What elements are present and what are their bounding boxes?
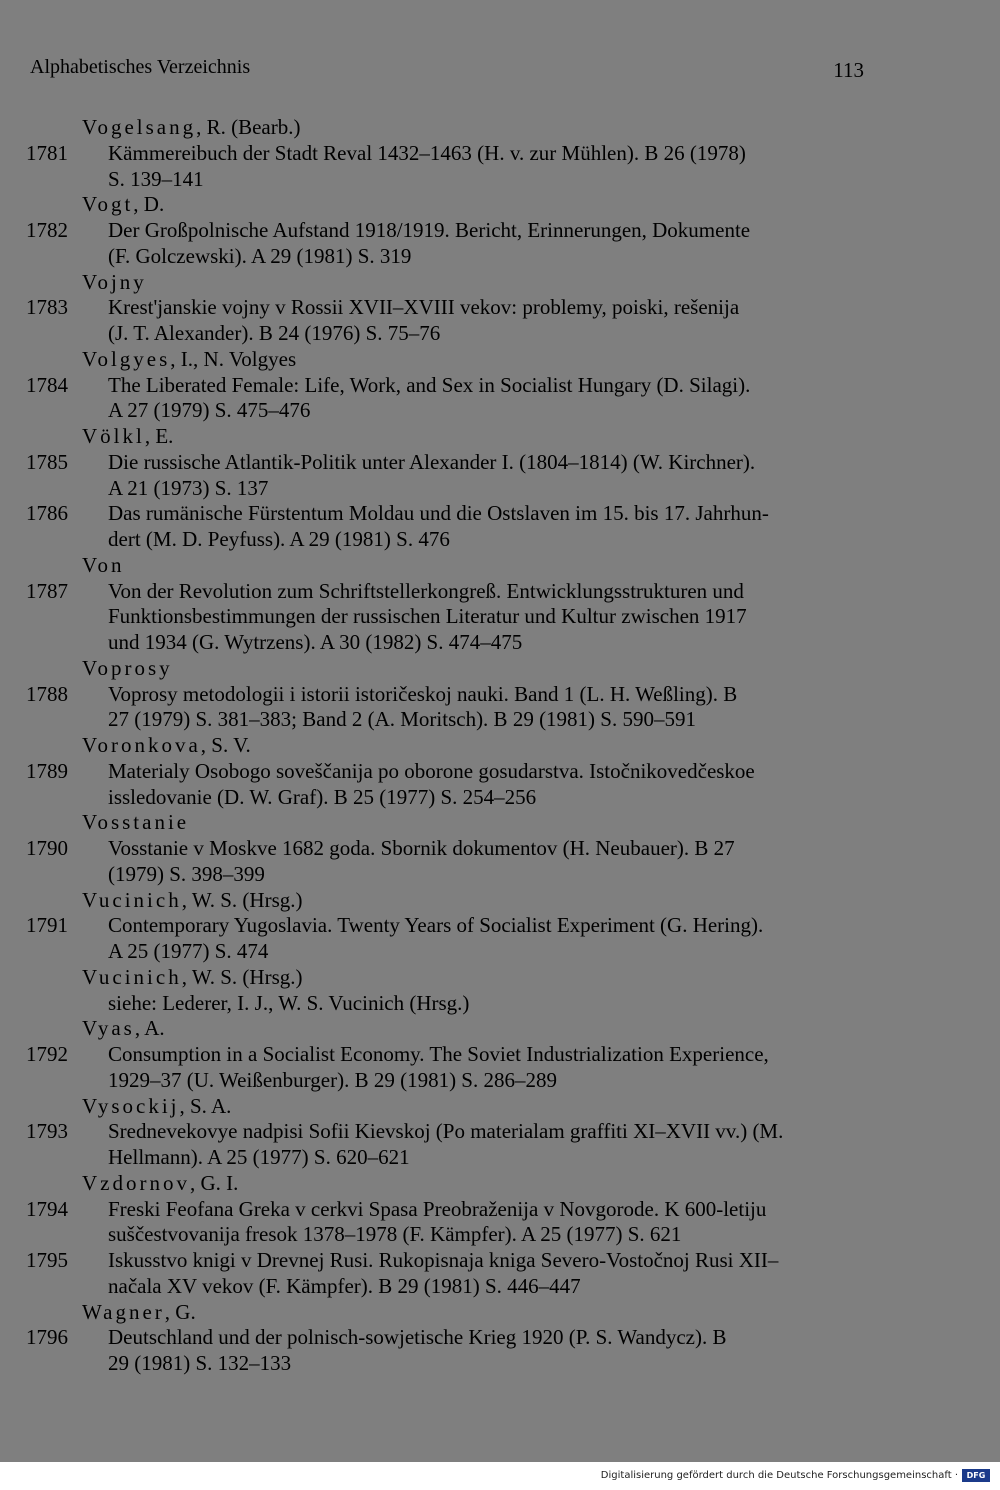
author-heading xyxy=(0,424,880,450)
entry-line: S. 139–141 xyxy=(108,166,204,191)
index-entry xyxy=(0,218,880,270)
index-entry xyxy=(0,373,880,425)
entry-line: Krest'janskie vojny v Rossii XVII–XVIII vekov: problemy, poiski, rešenija xyxy=(108,295,740,320)
footer-bar xyxy=(0,1462,1000,1490)
author-name: Volgyes xyxy=(82,346,171,371)
entry-line: Deutschland und der polnisch-sowjetische Krieg 1920 (P. S. Wandycz). B xyxy=(108,1325,727,1350)
author-name: Vosstanie xyxy=(82,810,190,835)
author-separator: , xyxy=(164,1299,176,1324)
entry-number: 1788 xyxy=(26,681,68,706)
author-name: Völkl xyxy=(82,424,145,448)
author-given-name: G. xyxy=(175,1299,196,1324)
funding-note: Digitalisierung gefördert durch die Deutsche Forschungsgemeinschaft · xyxy=(600,1470,958,1481)
index-entry xyxy=(0,836,880,888)
author-separator: , xyxy=(170,346,181,371)
entry-line: The Liberated Female: Life, Work, and Sex in Socialist Hungary (D. Silagi). xyxy=(108,372,751,397)
entry-line: siehe: Lederer, I. J., W. S. Vucinich (Hrsg.) xyxy=(108,990,470,1015)
author-heading xyxy=(0,192,880,218)
index-entry xyxy=(0,141,880,193)
author-separator: , xyxy=(181,964,192,989)
index-entry xyxy=(0,991,880,1017)
running-head: Alphabetisches Verzeichnis xyxy=(30,56,251,78)
author-heading xyxy=(0,733,880,759)
index-entry xyxy=(0,450,880,502)
author-given-name: S. A. xyxy=(190,1093,232,1118)
index-entry xyxy=(0,1248,880,1300)
author-name: Vucinich xyxy=(82,964,182,989)
index-entry xyxy=(0,501,880,553)
entry-line: Voprosy metodologii i istorii istoričeskoj nauki. Band 1 (L. H. Weßling). B xyxy=(108,681,738,706)
index-entry xyxy=(0,1325,880,1377)
author-name: Wagner xyxy=(82,1299,165,1324)
index-entry xyxy=(0,759,880,811)
author-name: Vogt xyxy=(82,192,134,217)
author-separator: , xyxy=(181,887,192,912)
entry-line: Funktionsbestimmungen der russischen Literatur und Kultur zwischen 1917 xyxy=(108,604,747,629)
index-entry xyxy=(0,1197,880,1249)
entry-number: 1791 xyxy=(26,913,68,938)
author-separator: , xyxy=(133,192,144,217)
entry-line: dert (M. D. Peyfuss). A 29 (1981) S. 476 xyxy=(108,527,450,551)
entry-number: 1787 xyxy=(26,578,68,603)
author-name: Voprosy xyxy=(82,655,173,680)
author-heading xyxy=(0,810,880,836)
index-entry xyxy=(0,913,880,965)
author-name: Vzdornov xyxy=(82,1170,190,1195)
author-separator: , xyxy=(134,1016,145,1041)
author-given-name: W. S. (Hrsg.) xyxy=(191,964,303,989)
index-entry xyxy=(0,1042,880,1094)
page-number: 113 xyxy=(833,58,864,82)
page-header xyxy=(30,56,864,84)
entry-line: 29 (1981) S. 132–133 xyxy=(108,1351,292,1375)
entry-number: 1790 xyxy=(26,836,68,860)
author-name: Vysockij xyxy=(82,1093,180,1118)
author-name: Vojny xyxy=(82,269,147,294)
entry-line: Freski Feofana Greka v cerkvi Spasa Preobraženija v Novgorode. K 600-letiju xyxy=(108,1196,767,1221)
entry-line: Consumption in a Socialist Economy. The Soviet Industrialization Experience, xyxy=(108,1042,769,1066)
entry-number: 1783 xyxy=(26,295,68,320)
entry-number: 1792 xyxy=(26,1042,68,1066)
entry-line: Hellmann). A 25 (1977) S. 620–621 xyxy=(108,1145,410,1169)
entry-line: Das rumänische Fürstentum Moldau und die Ostslaven im 15. bis 17. Jahrhun- xyxy=(108,501,769,526)
author-heading xyxy=(0,888,880,914)
author-given-name: A. xyxy=(144,1016,165,1041)
dfg-logo: DFG xyxy=(962,1469,990,1482)
entry-line: und 1934 (G. Wytrzens). A 30 (1982) S. 474–475 xyxy=(108,630,523,654)
entry-line: A 25 (1977) S. 474 xyxy=(108,939,269,963)
entry-line: Kämmereibuch der Stadt Reval 1432–1463 (H. v. zur Mühlen). B 26 (1978) xyxy=(108,140,746,165)
entry-line: 27 (1979) S. 381–383; Band 2 (A. Moritsch). B 29 (1981) S. 590–591 xyxy=(108,707,696,732)
entry-number: 1789 xyxy=(26,758,68,783)
entry-line: Vosstanie v Moskve 1682 goda. Sbornik dokumentov (H. Neubauer). B 27 xyxy=(108,836,735,860)
author-name: Vucinich xyxy=(82,887,182,912)
entry-line: (J. T. Alexander). B 24 (1976) S. 75–76 xyxy=(108,321,441,345)
author-name: Voronkova xyxy=(82,733,201,757)
entry-number: 1794 xyxy=(26,1196,68,1221)
author-name: Vogelsang xyxy=(82,115,197,139)
author-heading xyxy=(0,1171,880,1197)
entry-line: Der Großpolnische Aufstand 1918/1919. Bericht, Erinnerungen, Dokumente xyxy=(108,218,751,242)
entry-line: Von der Revolution zum Schriftstellerkongreß. Entwicklungsstrukturen und xyxy=(108,578,744,603)
entry-line: Die russische Atlantik-Politik unter Alexander I. (1804–1814) (W. Kirchner). xyxy=(108,449,756,474)
author-given-name: E. xyxy=(155,424,174,448)
author-separator: , xyxy=(189,1170,201,1195)
index-entry xyxy=(0,1119,880,1171)
entry-line: suščestvovanija fresok 1378–1978 (F. Kämpfer). A 25 (1977) S. 621 xyxy=(108,1222,682,1247)
author-heading xyxy=(0,1016,880,1042)
author-heading xyxy=(0,1094,880,1120)
entry-number: 1781 xyxy=(26,140,68,165)
index-entry xyxy=(0,295,880,347)
entry-line: načala XV vekov (F. Kämpfer). B 29 (1981) S. 446–447 xyxy=(108,1273,581,1298)
author-separator: , xyxy=(179,1093,190,1118)
entry-line: 1929–37 (U. Weißenburger). B 29 (1981) S. 286–289 xyxy=(108,1067,557,1092)
author-given-name: I., N. Volgyes xyxy=(180,346,297,371)
author-given-name: G. I. xyxy=(200,1170,239,1195)
entry-number: 1786 xyxy=(26,501,68,526)
entry-line: Contemporary Yugoslavia. Twenty Years of Socialist Experiment (G. Hering). xyxy=(108,913,764,938)
entry-number: 1785 xyxy=(26,449,68,474)
index-entry xyxy=(0,682,880,734)
author-given-name: R. (Bearb.) xyxy=(206,115,301,139)
entry-number: 1782 xyxy=(26,218,68,242)
author-heading xyxy=(0,553,880,579)
index-entries xyxy=(0,115,880,1377)
author-separator: , xyxy=(144,424,156,448)
author-given-name: S. V. xyxy=(211,733,251,757)
entry-line: Srednevekovye nadpisi Sofii Kievskoj (Po materialam graffiti XI–XVII vv.) (M. xyxy=(108,1119,784,1144)
author-name: Vyas xyxy=(82,1016,135,1041)
entry-number: 1795 xyxy=(26,1248,68,1272)
index-entry xyxy=(0,579,880,656)
author-given-name: D. xyxy=(143,192,165,217)
entry-line: A 27 (1979) S. 475–476 xyxy=(108,398,311,423)
author-given-name: W. S. (Hrsg.) xyxy=(191,887,303,912)
author-heading xyxy=(0,1300,880,1326)
author-heading xyxy=(0,347,880,373)
author-name: Von xyxy=(82,552,125,577)
author-separator: , xyxy=(200,733,212,757)
entry-line: Materialy Osobogo soveščanija po oborone gosudarstva. Istočnikovedčeskoe xyxy=(108,758,755,783)
entry-number: 1796 xyxy=(26,1325,68,1350)
entry-number: 1784 xyxy=(26,372,68,397)
author-heading xyxy=(0,115,880,141)
author-heading xyxy=(0,656,880,682)
entry-line: (1979) S. 398–399 xyxy=(108,861,265,886)
entry-line: issledovanie (D. W. Graf). B 25 (1977) S. 254–256 xyxy=(108,784,537,809)
entry-line: A 21 (1973) S. 137 xyxy=(108,475,269,500)
entry-line: (F. Golczewski). A 29 (1981) S. 319 xyxy=(108,243,412,268)
author-heading xyxy=(0,270,880,296)
entry-line: Iskusstvo knigi v Drevnej Rusi. Rukopisnaja kniga Severo-Vostočnoj Rusi XII– xyxy=(108,1248,779,1272)
entry-number: 1793 xyxy=(26,1119,68,1144)
author-separator: , xyxy=(196,115,207,139)
author-heading xyxy=(0,965,880,991)
